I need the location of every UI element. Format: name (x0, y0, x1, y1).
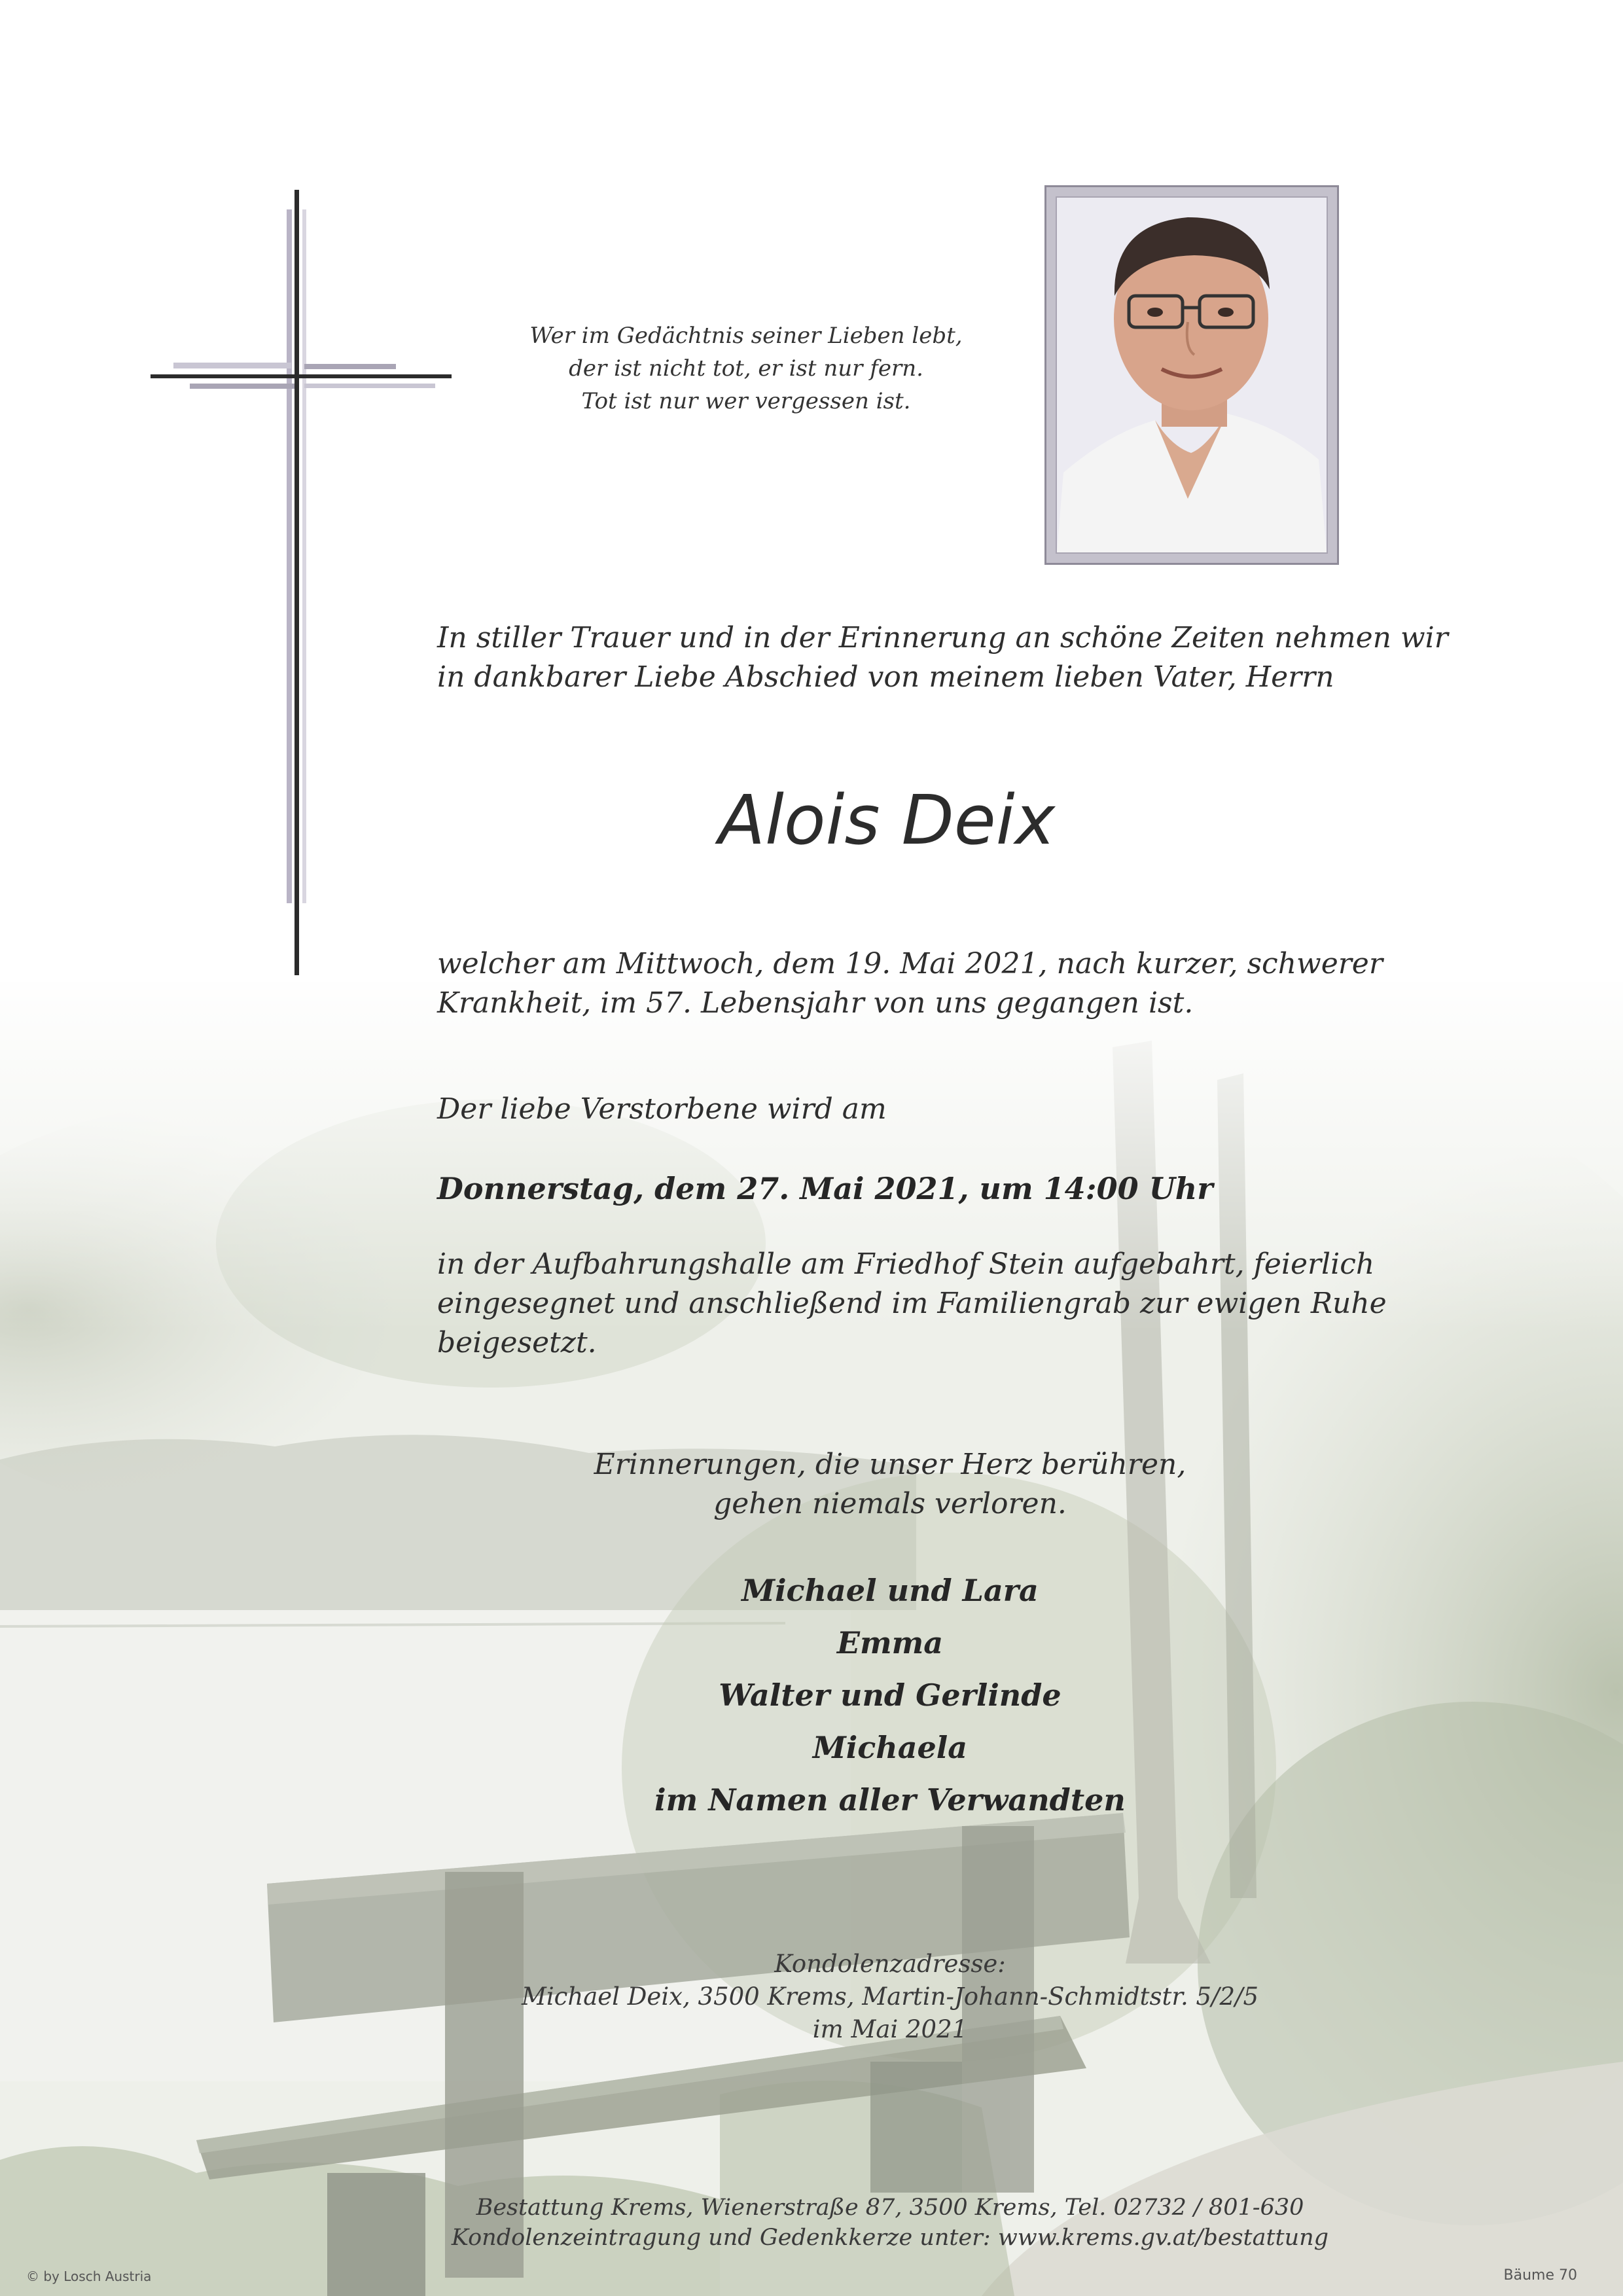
mourner-name: Walter und Gerlinde (719, 1677, 1061, 1713)
online-condolence-info: Kondolenzeintragung und Gedenkkerze unter: www.krems.gv.at/bestattung (451, 2225, 1329, 2251)
intro-line: In stiller Trauer und in der Erinnerung an schöne Zeiten nehmen wir (437, 621, 1448, 655)
burial-line: beigesetzt. (437, 1326, 597, 1359)
quote-line: Wer im Gedächtnis seiner Lieben lebt, (529, 323, 963, 349)
design-name: Bäume 70 (1503, 2267, 1577, 2284)
mourners-list (550, 1564, 1230, 1826)
memorial-quote (497, 319, 995, 418)
verse-line: Erinnerungen, die unser Herz berühren, (594, 1448, 1186, 1481)
farewell-intro (437, 619, 1448, 697)
condolence-address (458, 1948, 1322, 2046)
deceased-name: Alois Deix (718, 780, 1056, 860)
quote-line: der ist nicht tot, er ist nur fern. (569, 355, 923, 382)
death-notice (437, 944, 1383, 1023)
burial-line: eingesegnet und anschließend im Familiengrab zur ewigen Ruhe (437, 1287, 1387, 1320)
closing-verse (550, 1445, 1230, 1524)
condolence-heading: Kondolenzadresse: (774, 1950, 1006, 1978)
mourner-name: Emma (836, 1625, 944, 1660)
ceremony-intro: Der liebe Verstorbene wird am (437, 1092, 887, 1126)
verse-line: gehen niemals verloren. (713, 1487, 1067, 1520)
portrait-photo (1056, 196, 1328, 554)
mourner-name: Michael und Lara (741, 1573, 1039, 1608)
funeral-home-footer (419, 2193, 1361, 2253)
burial-details (437, 1245, 1387, 1363)
cross-symbol (151, 190, 458, 982)
funeral-home-contact: Bestattung Krems, Wienerstraße 87, 3500 Krems, Tel. 02732 / 801-630 (476, 2195, 1304, 2221)
portrait-photo-frame (1044, 185, 1339, 565)
ceremony-date: Donnerstag, dem 27. Mai 2021, um 14:00 Uhr (437, 1171, 1213, 1206)
condolence-address-line: Michael Deix, 3500 Krems, Martin-Johann-Schmidtstr. 5/2/5 (521, 1982, 1259, 2011)
death-notice-line: welcher am Mittwoch, dem 19. Mai 2021, nach kurzer, schwerer (437, 947, 1383, 980)
death-notice-line: Krankheit, im 57. Lebensjahr von uns gegangen ist. (437, 986, 1194, 1020)
quote-line: Tot ist nur wer vergessen ist. (581, 388, 911, 414)
copyright-note: © by Losch Austria (26, 2269, 152, 2284)
mourner-name: im Namen aller Verwandten (654, 1782, 1126, 1818)
condolence-date: im Mai 2021 (812, 2015, 968, 2043)
intro-line: in dankbarer Liebe Abschied von meinem lieben Vater, Herrn (437, 660, 1334, 694)
burial-line: in der Aufbahrungshalle am Friedhof Stein aufgebahrt, feierlich (437, 1247, 1375, 1281)
mourner-name: Michaela (812, 1730, 968, 1765)
